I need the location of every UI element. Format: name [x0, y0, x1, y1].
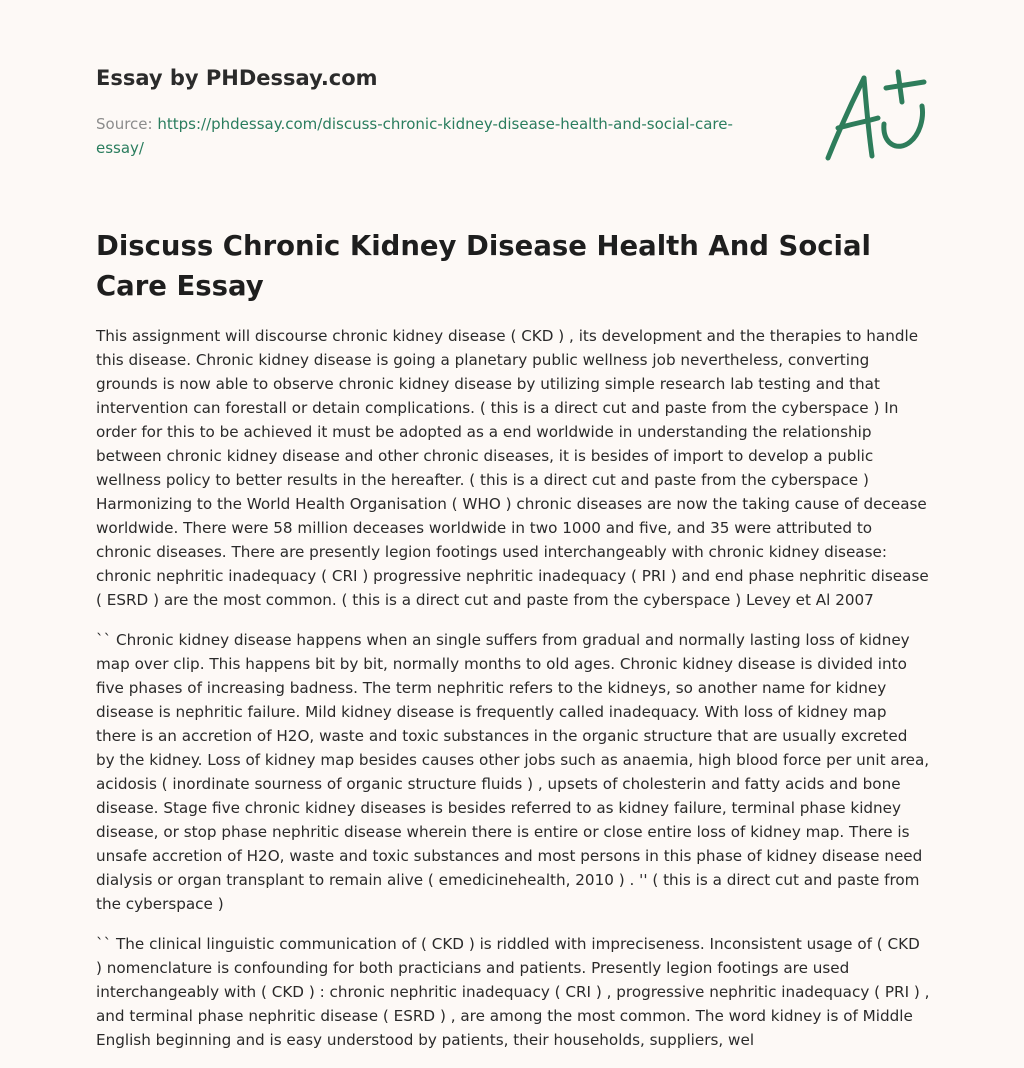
a-plus-logo-icon [818, 68, 930, 168]
essay-title: Discuss Chronic Kidney Disease Health And Social Care Essay [96, 230, 871, 302]
paragraph: `` Chronic kidney disease happens when an single suffers from gradual and normally lasting loss of kidney map over clip. This happens bit by bit, normally months to old ages. Chronic kidney disease is divided into five phases of increasing badness. The term nephritic refers to the kidneys, so another name for kidney disease is nephritic failure. Mild kidney disease is frequently called inadequacy. With loss of kidney map there is an accretion of H2O, waste and toxic substances in the organic structure that are usually excreted by the kidney. Loss of kidney map besides causes other jobs such as anaemia, high blood force per unit area, acidosis ( inordinate sourness of organic structure fluids ) , upsets of cholesterin and fatty acids and bone disease. Stage five chronic kidney diseases is besides referred to as kidney failure, terminal phase kidney disease, or stop phase nephritic disease wherein there is entire or close entire loss of kidney map. There is unsafe accretion of H2O, waste and toxic substances and most persons in this phase of kidney disease need dialysis or organ transplant to remain alive ( emedicinehealth, 2010 ) . '' ( this is a direct cut and paste from the cyberspace ) [96, 631, 930, 913]
essay-body [96, 324, 930, 1068]
source-label: Source: [96, 115, 153, 133]
source-line [96, 112, 756, 160]
site-title: Essay by PHDessay.com [96, 66, 378, 90]
source-link[interactable]: https://phdessay.com/discuss-chronic-kidney-disease-health-and-social-care-essay/ [96, 115, 733, 157]
paragraph: This assignment will discourse chronic kidney disease ( CKD ) , its development and the therapies to handle this disease. Chronic kidney disease is going a planetary public wellness job nevertheless, converting grounds is now able to observe chronic kidney disease by utilizing simple research lab testing and that intervention can forestall or detain complications. ( this is a direct cut and paste from the cyberspace ) In order for this to be achieved it must be adopted as a end worldwide in understanding the relationship between chronic kidney disease and other chronic diseases, it is besides of import to develop a public wellness policy to better results in the hereafter. ( this is a direct cut and paste from the cyberspace ) Harmonizing to the World Health Organisation ( WHO ) chronic diseases are now the taking cause of decease worldwide. There were 58 million deceases worldwide in two 1000 and five, and 35 were attributed to chronic diseases. There are presently legion footings used interchangeably with chronic kidney disease: chronic nephritic inadequacy ( CRI ) progressive nephritic inadequacy ( PRI ) and end phase nephritic disease ( ESRD ) are the most common. ( this is a direct cut and paste from the cyberspace ) Levey et Al 2007 [96, 327, 929, 609]
page-header [96, 64, 796, 160]
paragraph: `` The clinical linguistic communication of ( CKD ) is riddled with impreciseness. Inconsistent usage of ( CKD ) nomenclature is confounding for both practicians and patients. Presently legion footings are used interchangeably with ( CKD ) : chronic nephritic inadequacy ( CRI ) , progressive nephritic inadequacy ( PRI ) , and terminal phase nephritic disease ( ESRD ) , are among the most common. The word kidney is of Middle English beginning and is easy understood by patients, their households, suppliers, wel [96, 935, 930, 1049]
